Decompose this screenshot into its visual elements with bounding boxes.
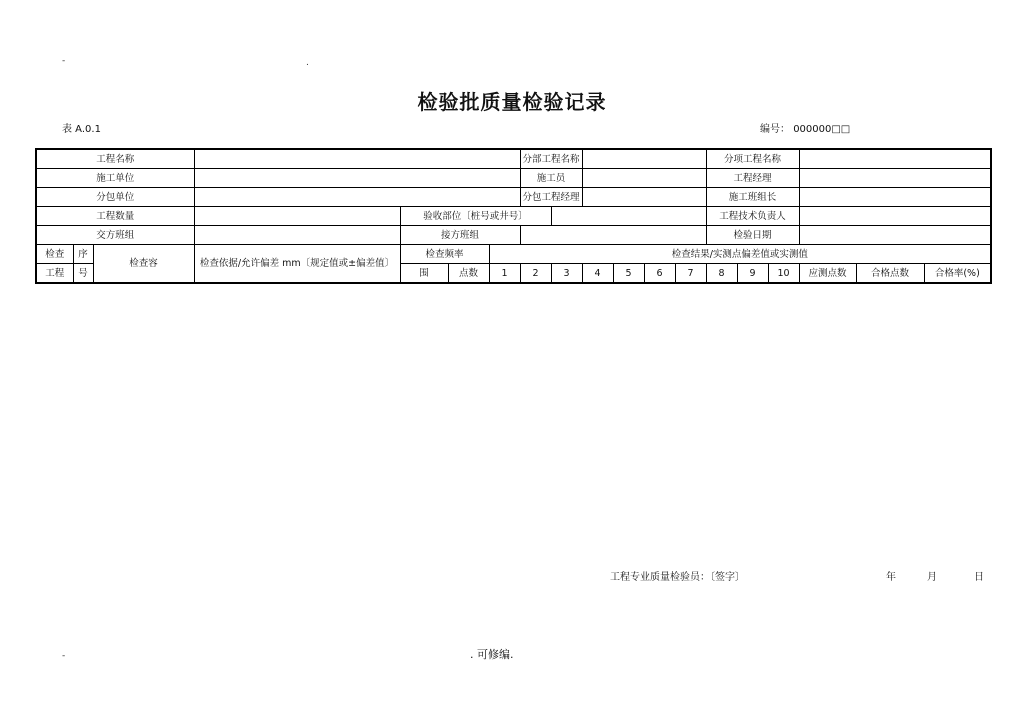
info-label: 工程名称 xyxy=(36,149,194,169)
info-value-field[interactable] xyxy=(194,169,520,188)
margin-mark: . xyxy=(306,58,309,68)
info-label: 工程数量 xyxy=(36,207,194,226)
header-measure-number: 5 xyxy=(613,264,644,284)
info-value-field[interactable] xyxy=(194,188,520,207)
info-label: 检验日期 xyxy=(706,226,799,245)
info-value-field[interactable] xyxy=(799,149,991,169)
serial-value: 000000□□ xyxy=(793,124,851,135)
info-value-field[interactable] xyxy=(194,207,400,226)
header-seq: 序 xyxy=(73,245,93,264)
header-pass-rate: 合格率(%) xyxy=(924,264,991,284)
info-label: 施工员 xyxy=(520,169,582,188)
info-value-field[interactable] xyxy=(582,169,706,188)
header-measure-number: 7 xyxy=(675,264,706,284)
info-value-field[interactable] xyxy=(799,226,991,245)
footer-note: . 可修编. xyxy=(470,648,514,661)
info-value-field[interactable] xyxy=(194,149,520,169)
info-label: 施工单位 xyxy=(36,169,194,188)
info-row xyxy=(36,188,991,207)
info-value-field[interactable] xyxy=(582,188,706,207)
date-day-label: 日 xyxy=(974,572,984,583)
info-label: 工程经理 xyxy=(706,169,799,188)
info-row xyxy=(36,149,991,169)
info-label: 分项工程名称 xyxy=(706,149,799,169)
header-should-points: 应测点数 xyxy=(799,264,856,284)
header-check-item: 工程 xyxy=(36,264,73,284)
serial-label: 编号： xyxy=(760,124,790,135)
header-measure-number: 4 xyxy=(582,264,613,284)
info-value-field[interactable] xyxy=(799,169,991,188)
info-label: 分包工程经理 xyxy=(520,188,582,207)
margin-mark: - xyxy=(62,56,66,66)
page-title: 检验批质量检验记录 xyxy=(417,90,607,114)
date-year-label: 年 xyxy=(886,572,896,583)
header-frequency: 检查频率 xyxy=(400,245,489,264)
header-check-item: 检查 xyxy=(36,245,73,264)
column-header-row xyxy=(36,245,991,264)
info-label: 验收部位〔桩号或井号〕 xyxy=(400,207,551,226)
form-number: 表 A.0.1 xyxy=(62,124,101,135)
info-label: 分部工程名称 xyxy=(520,149,582,169)
info-label: 分包单位 xyxy=(36,188,194,207)
header-points: 点数 xyxy=(448,264,489,284)
info-row xyxy=(36,207,991,226)
header-range: 围 xyxy=(400,264,448,284)
info-row xyxy=(36,226,991,245)
date-month-label: 月 xyxy=(927,572,937,583)
header-seq: 号 xyxy=(73,264,93,284)
info-value-field[interactable] xyxy=(799,188,991,207)
header-measure-number: 10 xyxy=(768,264,799,284)
header-measure-number: 2 xyxy=(520,264,551,284)
header-measure-number: 6 xyxy=(644,264,675,284)
info-label: 施工班组长 xyxy=(706,188,799,207)
info-label: 工程技术负责人 xyxy=(706,207,799,226)
info-value-field[interactable] xyxy=(551,207,706,226)
info-value-field[interactable] xyxy=(194,226,400,245)
header-measure-number: 3 xyxy=(551,264,582,284)
margin-mark: - xyxy=(62,651,66,661)
header-basis: 检查依据/允许偏差 mm〔规定值或±偏差值〕 xyxy=(194,245,400,284)
info-value-field[interactable] xyxy=(582,149,706,169)
header-measure-number: 1 xyxy=(489,264,520,284)
info-value-field[interactable] xyxy=(520,226,706,245)
header-content: 检查容 xyxy=(93,245,194,284)
inspector-signature-label: 工程专业质量检验员：〔签字〕 xyxy=(610,572,745,583)
inspection-record-table xyxy=(35,148,992,284)
info-label: 接方班组 xyxy=(400,226,520,245)
header-measure-number: 8 xyxy=(706,264,737,284)
info-row xyxy=(36,169,991,188)
header-measure-number: 9 xyxy=(737,264,768,284)
serial-number xyxy=(760,124,850,136)
info-value-field[interactable] xyxy=(799,207,991,226)
header-pass-points: 合格点数 xyxy=(856,264,924,284)
info-label: 交方班组 xyxy=(36,226,194,245)
header-result: 检查结果/实测点偏差值或实测值 xyxy=(489,245,991,264)
